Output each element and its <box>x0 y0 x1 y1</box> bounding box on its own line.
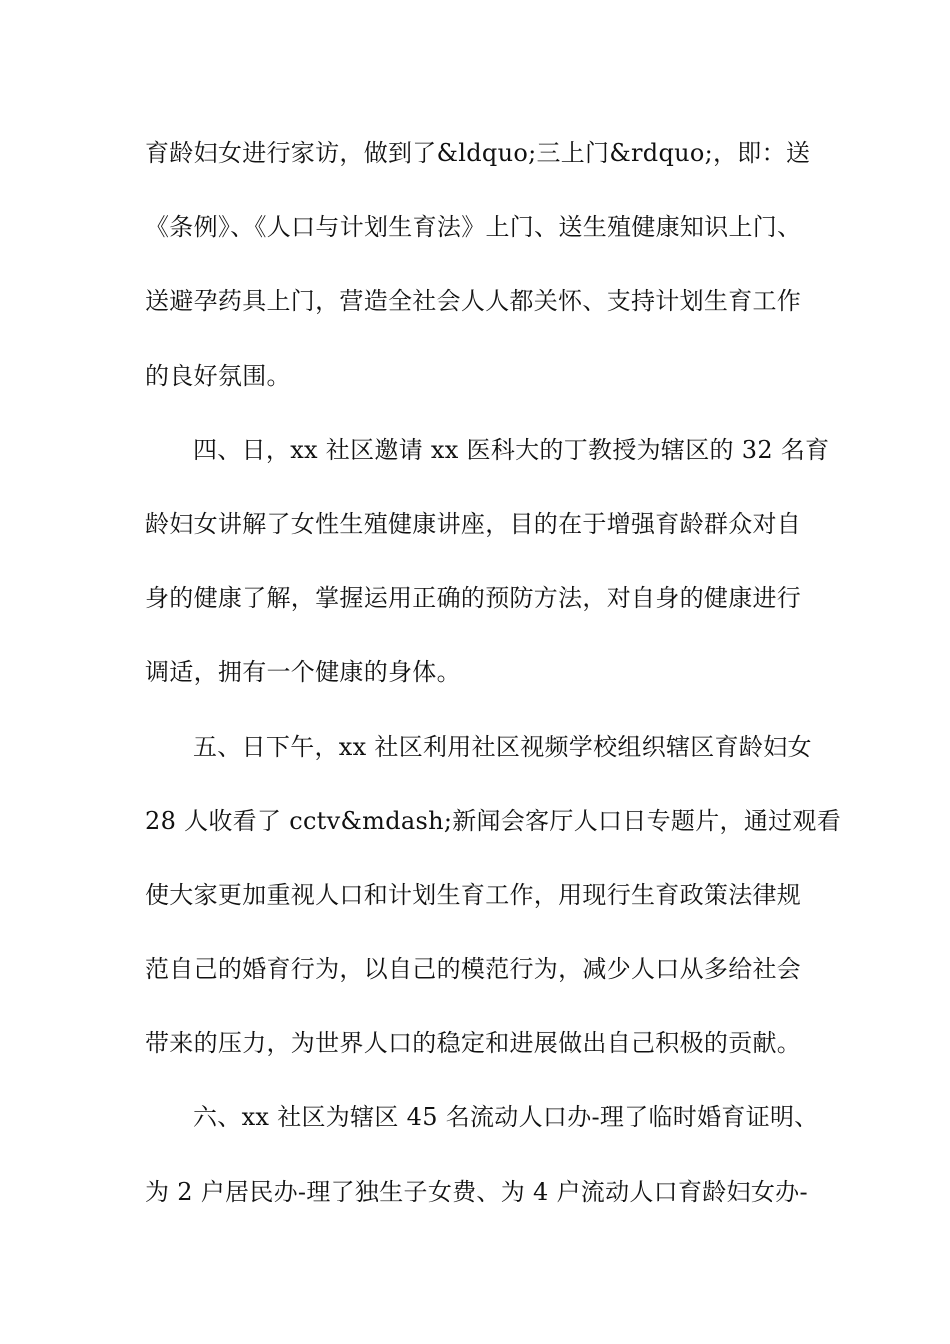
text-line: 龄妇女讲解了女性生殖健康讲座，目的在于增强育龄群众对自 <box>145 509 802 538</box>
text-line: 的良好氛围。 <box>145 361 291 390</box>
text-line: 《条例》、《人口与计划生育法》上门、送生殖健康知识上门、 <box>145 213 802 242</box>
paragraph-start-line: 五、日下午，xx 社区利用社区视频学校组织辖区育龄妇女 <box>193 732 812 761</box>
text-line: 范自己的婚育行为，以自己的模范行为，减少人口从多给社会 <box>145 955 802 984</box>
paragraph-start-line: 四、日，xx 社区邀请 xx 医科大的丁教授为辖区的 32 名育 <box>193 435 830 464</box>
text-line: 使大家更加重视人口和计划生育工作，用现行生育政策法律规 <box>145 880 802 909</box>
text-line: 调适，拥有一个健康的身体。 <box>145 658 461 687</box>
text-line: 为 2 户居民办-理了独生子女费、为 4 户流动人口育龄妇女办- <box>145 1177 808 1206</box>
paragraph-start-line: 六、xx 社区为辖区 45 名流动人口办-理了临时婚育证明、 <box>193 1103 819 1132</box>
text-line: 带来的压力，为世界人口的稳定和进展做出自己积极的贡献。 <box>145 1029 802 1058</box>
text-line: 育龄妇女进行家访，做到了&ldquo;三上门&rdquo;，即：送 <box>145 139 811 167</box>
text-line: 身的健康了解，掌握运用正确的预防方法，对自身的健康进行 <box>145 584 802 613</box>
document-body <box>145 128 842 1241</box>
text-line: 28 人收看了 cctv&mdash;新闻会客厅人口日专题片，通过观看 <box>145 806 842 835</box>
text-line: 送避孕药具上门，营造全社会人人都关怀、支持计划生育工作 <box>145 287 802 316</box>
